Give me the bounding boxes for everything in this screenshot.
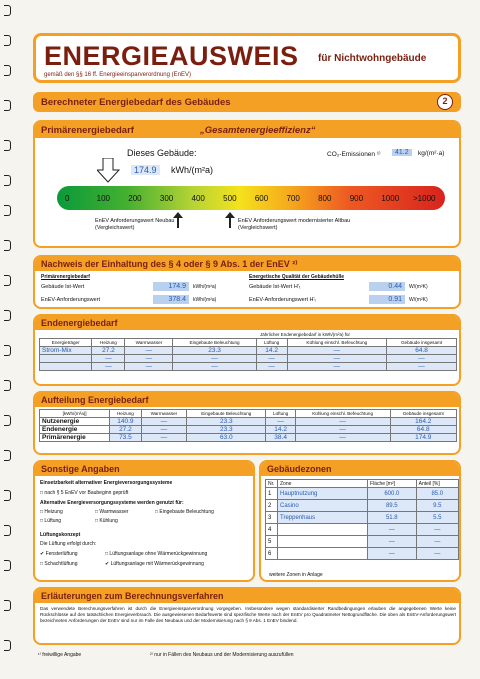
binder-hole bbox=[4, 345, 11, 356]
sonstige-line: □ nach § 5 EnEV vor Baubeginn geprüft bbox=[40, 490, 129, 496]
table-header-cell: Fläche [m²] bbox=[368, 480, 417, 488]
energy-scale-tick-label: >1000 bbox=[413, 194, 436, 203]
table-cell: 64.8 bbox=[387, 347, 457, 355]
binder-hole bbox=[4, 450, 11, 461]
table-cell: — bbox=[141, 426, 187, 434]
table-header-cell: Gebäude insgesamt bbox=[390, 410, 457, 418]
nachweis-left-title: Primärenergiebedarf bbox=[41, 274, 90, 280]
table-cell: 164.2 bbox=[390, 418, 457, 426]
primaerenergie-box bbox=[33, 120, 461, 248]
table-cell: Endenergie bbox=[40, 426, 110, 434]
document-subtitle: gemäß den §§ 16 ff. Energieeinsparverordnung (EnEV) bbox=[44, 72, 191, 78]
table-cell bbox=[278, 548, 368, 560]
erlaeuterung-box bbox=[33, 587, 461, 645]
binder-hole bbox=[4, 380, 11, 391]
table-cell: 600.0 bbox=[368, 488, 417, 500]
table-cell bbox=[40, 363, 92, 371]
table-cell bbox=[40, 355, 92, 363]
building-marker-arrow bbox=[97, 158, 121, 184]
nachweis-left-value: 378.4 bbox=[153, 295, 189, 304]
table-cell: 3 bbox=[266, 512, 278, 524]
nachweis-right-unit: W/(m²K) bbox=[409, 297, 428, 303]
table-cell: — bbox=[92, 355, 125, 363]
binder-hole bbox=[4, 275, 11, 286]
table-row bbox=[40, 355, 457, 363]
table-header-cell: Energieträger bbox=[40, 339, 92, 347]
table-row bbox=[40, 347, 457, 355]
zonen-header bbox=[261, 462, 459, 476]
table-header-cell: [kWh/(m²a)] bbox=[40, 410, 110, 418]
table-cell: — bbox=[368, 536, 417, 548]
energy-scale-tick-label: 900 bbox=[349, 194, 364, 203]
zonen-box bbox=[259, 460, 461, 582]
binder-hole bbox=[4, 525, 11, 536]
table-row bbox=[266, 548, 459, 560]
aufteilung-header bbox=[35, 393, 459, 407]
table-cell: Hauptnutzung bbox=[278, 488, 368, 500]
sonstige-line: Alternative Energieversorgungssysteme werden genutzt für: bbox=[40, 500, 184, 506]
table-cell: — bbox=[387, 355, 457, 363]
nachweis-right-label: EnEV-Anforderungswert H'ₜ bbox=[249, 297, 317, 303]
table-cell: — bbox=[368, 524, 417, 536]
table-cell: 63.0 bbox=[187, 434, 266, 442]
endenergie-heading: Endenergiebedarf bbox=[41, 318, 118, 328]
endenergie-header bbox=[35, 316, 459, 330]
binder-hole bbox=[4, 175, 11, 186]
nachweis-right-label: Gebäude Ist-Wert H'ₜ bbox=[249, 284, 301, 290]
table-header-cell: Warmwasser bbox=[125, 339, 173, 347]
table-cell: — bbox=[141, 434, 187, 442]
co2-value: 41.2 bbox=[392, 149, 412, 156]
table-row bbox=[40, 418, 457, 426]
table-cell: Casino bbox=[278, 500, 368, 512]
sonstige-option: ✔ Lüftungsanlage mit Wärmerückgewinnung bbox=[105, 561, 204, 567]
nachweis-right-value: 0.44 bbox=[369, 282, 405, 291]
binder-hole bbox=[4, 600, 11, 611]
table-cell: Treppenhaus bbox=[278, 512, 368, 524]
aufteilung-box bbox=[33, 391, 461, 455]
table-header-cell: Eingebaute Beleuchtung bbox=[173, 339, 256, 347]
table-row bbox=[266, 512, 459, 524]
table-cell bbox=[278, 536, 368, 548]
sonstige-option: □ Heizung bbox=[40, 509, 63, 515]
ref2-arrow bbox=[225, 212, 235, 228]
table-cell bbox=[278, 524, 368, 536]
table-cell: — bbox=[295, 426, 390, 434]
sonstige-option: □ Warmwasser bbox=[95, 509, 129, 515]
binder-hole bbox=[4, 100, 11, 111]
erlaeuterung-text: Das verwendete Berechnungsverfahren ist durch die Energieeinsparverordnung vorgegeben. Insbesondere wegen standardisierter Randbedingungen erlauben die angegebenen Werte keine Rückschlüsse auf den tatsächlichen Energieverbrauch. Die ausgewiesenen Bedarfswerte sind spezifische Werte nach der EnEV pro Quadratmeter Nettogrundfläche. Die oben als EnEV-Anforderungswert bezeichneten Anforderungen der EnEV sind nur im Falle des Neubaus und der Modernisierung nach § 9 Abs. 1 EnEV bindend. bbox=[40, 606, 456, 623]
energy-scale-tick-label: 500 bbox=[223, 194, 237, 203]
sonstige-option: □ Schachtlüftung bbox=[40, 561, 78, 567]
nachweis-heading: Nachweis der Einhaltung des § 4 oder § 9 Abs. 1 der EnEV ²⁾ bbox=[41, 259, 298, 269]
table-cell: — bbox=[287, 347, 387, 355]
building-label: Dieses Gebäude: bbox=[127, 148, 197, 158]
energy-scale-tick-label: 200 bbox=[128, 194, 142, 203]
table-cell: 140.9 bbox=[110, 418, 141, 426]
table-row bbox=[266, 500, 459, 512]
nachweis-left-unit: kWh/(m²a) bbox=[193, 297, 217, 303]
table-row bbox=[266, 488, 459, 500]
energy-scale-tick-label: 0 bbox=[65, 194, 70, 203]
table-cell: 174.9 bbox=[390, 434, 457, 442]
table-cell: 2 bbox=[266, 500, 278, 512]
document-title: ENERGIEAUSWEIS bbox=[44, 41, 299, 71]
table-cell: — bbox=[173, 363, 256, 371]
table-cell: — bbox=[256, 363, 287, 371]
sonstige-option: □ Lüftungsanlage ohne Wärmerückgewinnung bbox=[105, 551, 208, 557]
table-cell: 73.5 bbox=[110, 434, 141, 442]
nachweis-left-unit: kWh/(m²a) bbox=[193, 284, 217, 290]
ref1-label: EnEV Anforderungswert Neubau (Vergleichswert) bbox=[95, 218, 175, 231]
aufteilung-heading: Aufteilung Energiebedarf bbox=[41, 395, 149, 405]
table-cell: Strom-Mix bbox=[40, 347, 92, 355]
nachweis-box bbox=[33, 255, 461, 309]
footnote-2: ²⁾ nur in Fällen des Neubaus und der Modernisierung auszufüllen bbox=[150, 652, 294, 658]
table-cell: 14.2 bbox=[256, 347, 287, 355]
binder-hole bbox=[4, 640, 11, 651]
zonen-more: weitere Zonen in Anlage bbox=[269, 572, 323, 578]
table-cell: 27.2 bbox=[92, 347, 125, 355]
table-cell: 14.2 bbox=[266, 426, 295, 434]
table-cell: 64.8 bbox=[390, 426, 457, 434]
table-row bbox=[266, 536, 459, 548]
table-cell: 85.0 bbox=[416, 488, 458, 500]
table-header-cell: Lüftung bbox=[266, 410, 295, 418]
building-unit: kWh/(m²a) bbox=[171, 165, 213, 175]
table-row bbox=[40, 434, 457, 442]
table-header-cell: Lüftung bbox=[256, 339, 287, 347]
zonen-table bbox=[265, 479, 459, 560]
ref2-label: EnEV Anforderungswert modernisierter Altbau (Vergleichswert) bbox=[238, 218, 351, 231]
energy-scale-tick-label: 800 bbox=[318, 194, 332, 203]
sonstige-line: Lüftungskonzept bbox=[40, 532, 81, 538]
table-cell: 51.8 bbox=[368, 512, 417, 524]
table-cell: — bbox=[266, 418, 295, 426]
table-cell: — bbox=[295, 434, 390, 442]
binder-hole bbox=[4, 35, 11, 46]
table-cell: — bbox=[295, 418, 390, 426]
table-row bbox=[40, 426, 457, 434]
energy-scale-tick-label: 400 bbox=[191, 194, 205, 203]
table-header-cell: Heizung bbox=[110, 410, 141, 418]
primaerenergie-heading: Primärenergiebedarf bbox=[41, 125, 134, 136]
binder-hole bbox=[4, 310, 11, 321]
table-cell: 5.5 bbox=[416, 512, 458, 524]
table-header-cell: Gebäude insgesamt bbox=[387, 339, 457, 347]
table-cell: — bbox=[141, 418, 187, 426]
sonstige-line: Die Lüftung erfolgt durch: bbox=[40, 541, 97, 547]
table-header-cell: Kühlung einschl. Befeuchtung bbox=[295, 410, 390, 418]
nachweis-right-title: Energetische Qualität der Gebäudehülle bbox=[249, 274, 345, 280]
table-cell: 38.4 bbox=[266, 434, 295, 442]
aufteilung-table bbox=[39, 409, 457, 442]
endenergie-table bbox=[39, 338, 457, 371]
table-header-cell: Warmwasser bbox=[141, 410, 187, 418]
nachweis-right-unit: W/(m²K) bbox=[409, 284, 428, 290]
table-cell: — bbox=[287, 355, 387, 363]
table-cell: — bbox=[125, 347, 173, 355]
table-header-row bbox=[40, 410, 457, 418]
erlaeuterung-heading: Erläuterungen zum Berechnungsverfahren bbox=[41, 591, 224, 601]
binder-hole bbox=[4, 140, 11, 151]
footnote-1: ¹⁾ freiwillige Angabe bbox=[38, 652, 82, 658]
table-cell: — bbox=[416, 536, 458, 548]
building-value: 174.9 bbox=[131, 165, 160, 175]
primaerenergie-header bbox=[35, 122, 459, 138]
table-cell: — bbox=[368, 548, 417, 560]
table-cell: — bbox=[287, 363, 387, 371]
table-cell: 5 bbox=[266, 536, 278, 548]
energy-scale-tick-label: 700 bbox=[286, 194, 300, 203]
sonstige-header bbox=[35, 462, 253, 476]
section-title: Berechneter Energiebedarf des Gebäudes bbox=[41, 97, 231, 108]
sonstige-option: ✔ Fensterlüftung bbox=[40, 551, 78, 557]
energy-scale-tick-label: 300 bbox=[159, 194, 174, 203]
nachweis-left-value: 174.9 bbox=[153, 282, 189, 291]
nachweis-left-label: EnEV-Anforderungswert bbox=[41, 297, 101, 303]
endenergie-super: Jährlicher Endenergiebedarf in kWh/(m²a) für bbox=[260, 332, 351, 337]
table-header-cell: Anteil [%] bbox=[416, 480, 458, 488]
energy-scale-labels bbox=[57, 194, 445, 204]
table-cell: 6 bbox=[266, 548, 278, 560]
table-cell: 4 bbox=[266, 524, 278, 536]
binder-hole bbox=[4, 240, 11, 251]
table-cell: 23.3 bbox=[187, 426, 266, 434]
binder-hole bbox=[4, 65, 11, 76]
table-header-cell: Eingebaute Beleuchtung bbox=[187, 410, 266, 418]
binder-hole bbox=[4, 560, 11, 571]
table-header-cell: Nr. bbox=[266, 480, 278, 488]
table-cell: 1 bbox=[266, 488, 278, 500]
binder-hole bbox=[4, 5, 11, 16]
table-cell: 9.5 bbox=[416, 500, 458, 512]
table-cell: 27.2 bbox=[110, 426, 141, 434]
table-header-row bbox=[266, 480, 459, 488]
sonstige-box bbox=[33, 460, 255, 582]
nachweis-left-label: Gebäude Ist-Wert bbox=[41, 284, 85, 290]
energy-scale-tick-label: 600 bbox=[254, 194, 269, 203]
table-cell: 23.3 bbox=[173, 347, 256, 355]
table-cell: — bbox=[416, 548, 458, 560]
sonstige-heading: Sonstige Angaben bbox=[41, 464, 120, 474]
table-cell: — bbox=[256, 355, 287, 363]
table-cell: Primärenergie bbox=[40, 434, 110, 442]
primaerenergie-tagline: „Gesamtenergieeffizienz“ bbox=[200, 125, 316, 136]
document-title-suffix: für Nichtwohngebäude bbox=[318, 53, 427, 64]
table-row bbox=[40, 363, 457, 371]
binder-hole bbox=[4, 415, 11, 426]
table-cell: — bbox=[387, 363, 457, 371]
nachweis-header bbox=[35, 257, 459, 271]
table-cell: — bbox=[416, 524, 458, 536]
binder-hole bbox=[4, 205, 11, 216]
sonstige-option: □ Lüftung bbox=[40, 518, 62, 524]
sonstige-option: □ Eingebaute Beleuchtung bbox=[155, 509, 214, 515]
table-header-cell: Kühlung einschl. Befeuchtung bbox=[287, 339, 387, 347]
page-number-badge: 2 bbox=[437, 94, 453, 110]
sonstige-option: □ Kühlung bbox=[95, 518, 118, 524]
binder-hole bbox=[4, 490, 11, 501]
table-cell: — bbox=[92, 363, 125, 371]
table-cell: 89.5 bbox=[368, 500, 417, 512]
table-header-cell: Heizung bbox=[92, 339, 125, 347]
erlaeuterung-header bbox=[35, 589, 459, 603]
section-bar bbox=[33, 92, 461, 112]
energy-scale-tick-label: 1000 bbox=[381, 194, 400, 203]
co2-label: CO₂-Emissionen ¹⁾ bbox=[327, 151, 381, 158]
table-header-row bbox=[40, 339, 457, 347]
endenergie-box bbox=[33, 314, 461, 386]
co2-unit: kg/(m²·a) bbox=[418, 150, 445, 157]
nachweis-right-value: 0.91 bbox=[369, 295, 405, 304]
table-row bbox=[266, 524, 459, 536]
table-header-cell: Zone bbox=[278, 480, 368, 488]
table-cell: — bbox=[125, 355, 173, 363]
zonen-heading: Gebäudezonen bbox=[267, 464, 332, 474]
table-cell: — bbox=[173, 355, 256, 363]
energy-scale-tick-label: 100 bbox=[96, 194, 110, 203]
table-cell: — bbox=[125, 363, 173, 371]
table-cell: Nutzenergie bbox=[40, 418, 110, 426]
sonstige-line: Einsetzbarkeit alternativer Energieversorgungssysteme bbox=[40, 480, 173, 486]
table-cell: 23.3 bbox=[187, 418, 266, 426]
title-box bbox=[33, 33, 461, 83]
